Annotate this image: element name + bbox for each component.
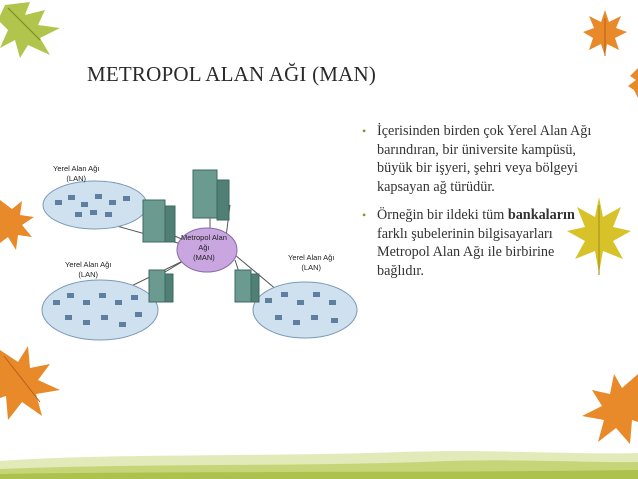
man-label: Metropol Alan Ağı (MAN) — [181, 233, 227, 262]
maple-leaf-icon — [0, 195, 40, 255]
page-title: METROPOL ALAN AĞI (MAN) — [87, 62, 377, 86]
bullet-item — [362, 206, 592, 280]
bullet-bold-text: bankaların — [507, 207, 575, 223]
building-icon — [235, 270, 259, 302]
lan-label-bottom-left: Yerel Alan Ağı (LAN) — [65, 260, 112, 279]
grass-decoration — [0, 419, 638, 479]
building-icon — [149, 270, 173, 302]
bullet-dot: • — [362, 208, 367, 222]
building-icon — [143, 200, 175, 242]
maple-leaf-icon — [0, 0, 80, 60]
bullet-list — [362, 122, 592, 290]
lan-ellipse — [42, 280, 158, 340]
bullet-item — [362, 122, 592, 196]
building-icon — [193, 170, 229, 220]
lan-label-right: Yerel Alan Ağı (LAN) — [288, 253, 335, 272]
lan-label-top-left: Yerel Alan Ağı (LAN) — [53, 164, 100, 183]
man-diagram — [35, 150, 365, 350]
maple-leaf-icon — [626, 68, 638, 98]
bullet-text: farklı şubelerinin bilgisayarları Metropol Alan Ağı ile birbirine bağlıdır. — [377, 225, 555, 279]
bullet-dot: • — [362, 124, 367, 138]
bullet-text: İçerisinden birden çok Yerel Alan Ağı barındıran, bir üniversite kampüsü, büyük bir işyeri, şehri veya bölgeyi kapsayan ağ türüdür. — [377, 123, 592, 195]
maple-leaf-icon — [0, 342, 62, 422]
lan-ellipse — [253, 282, 357, 338]
maple-leaf-icon — [583, 8, 628, 58]
bullet-text: Örneğin bir ildeki tüm — [377, 207, 508, 223]
